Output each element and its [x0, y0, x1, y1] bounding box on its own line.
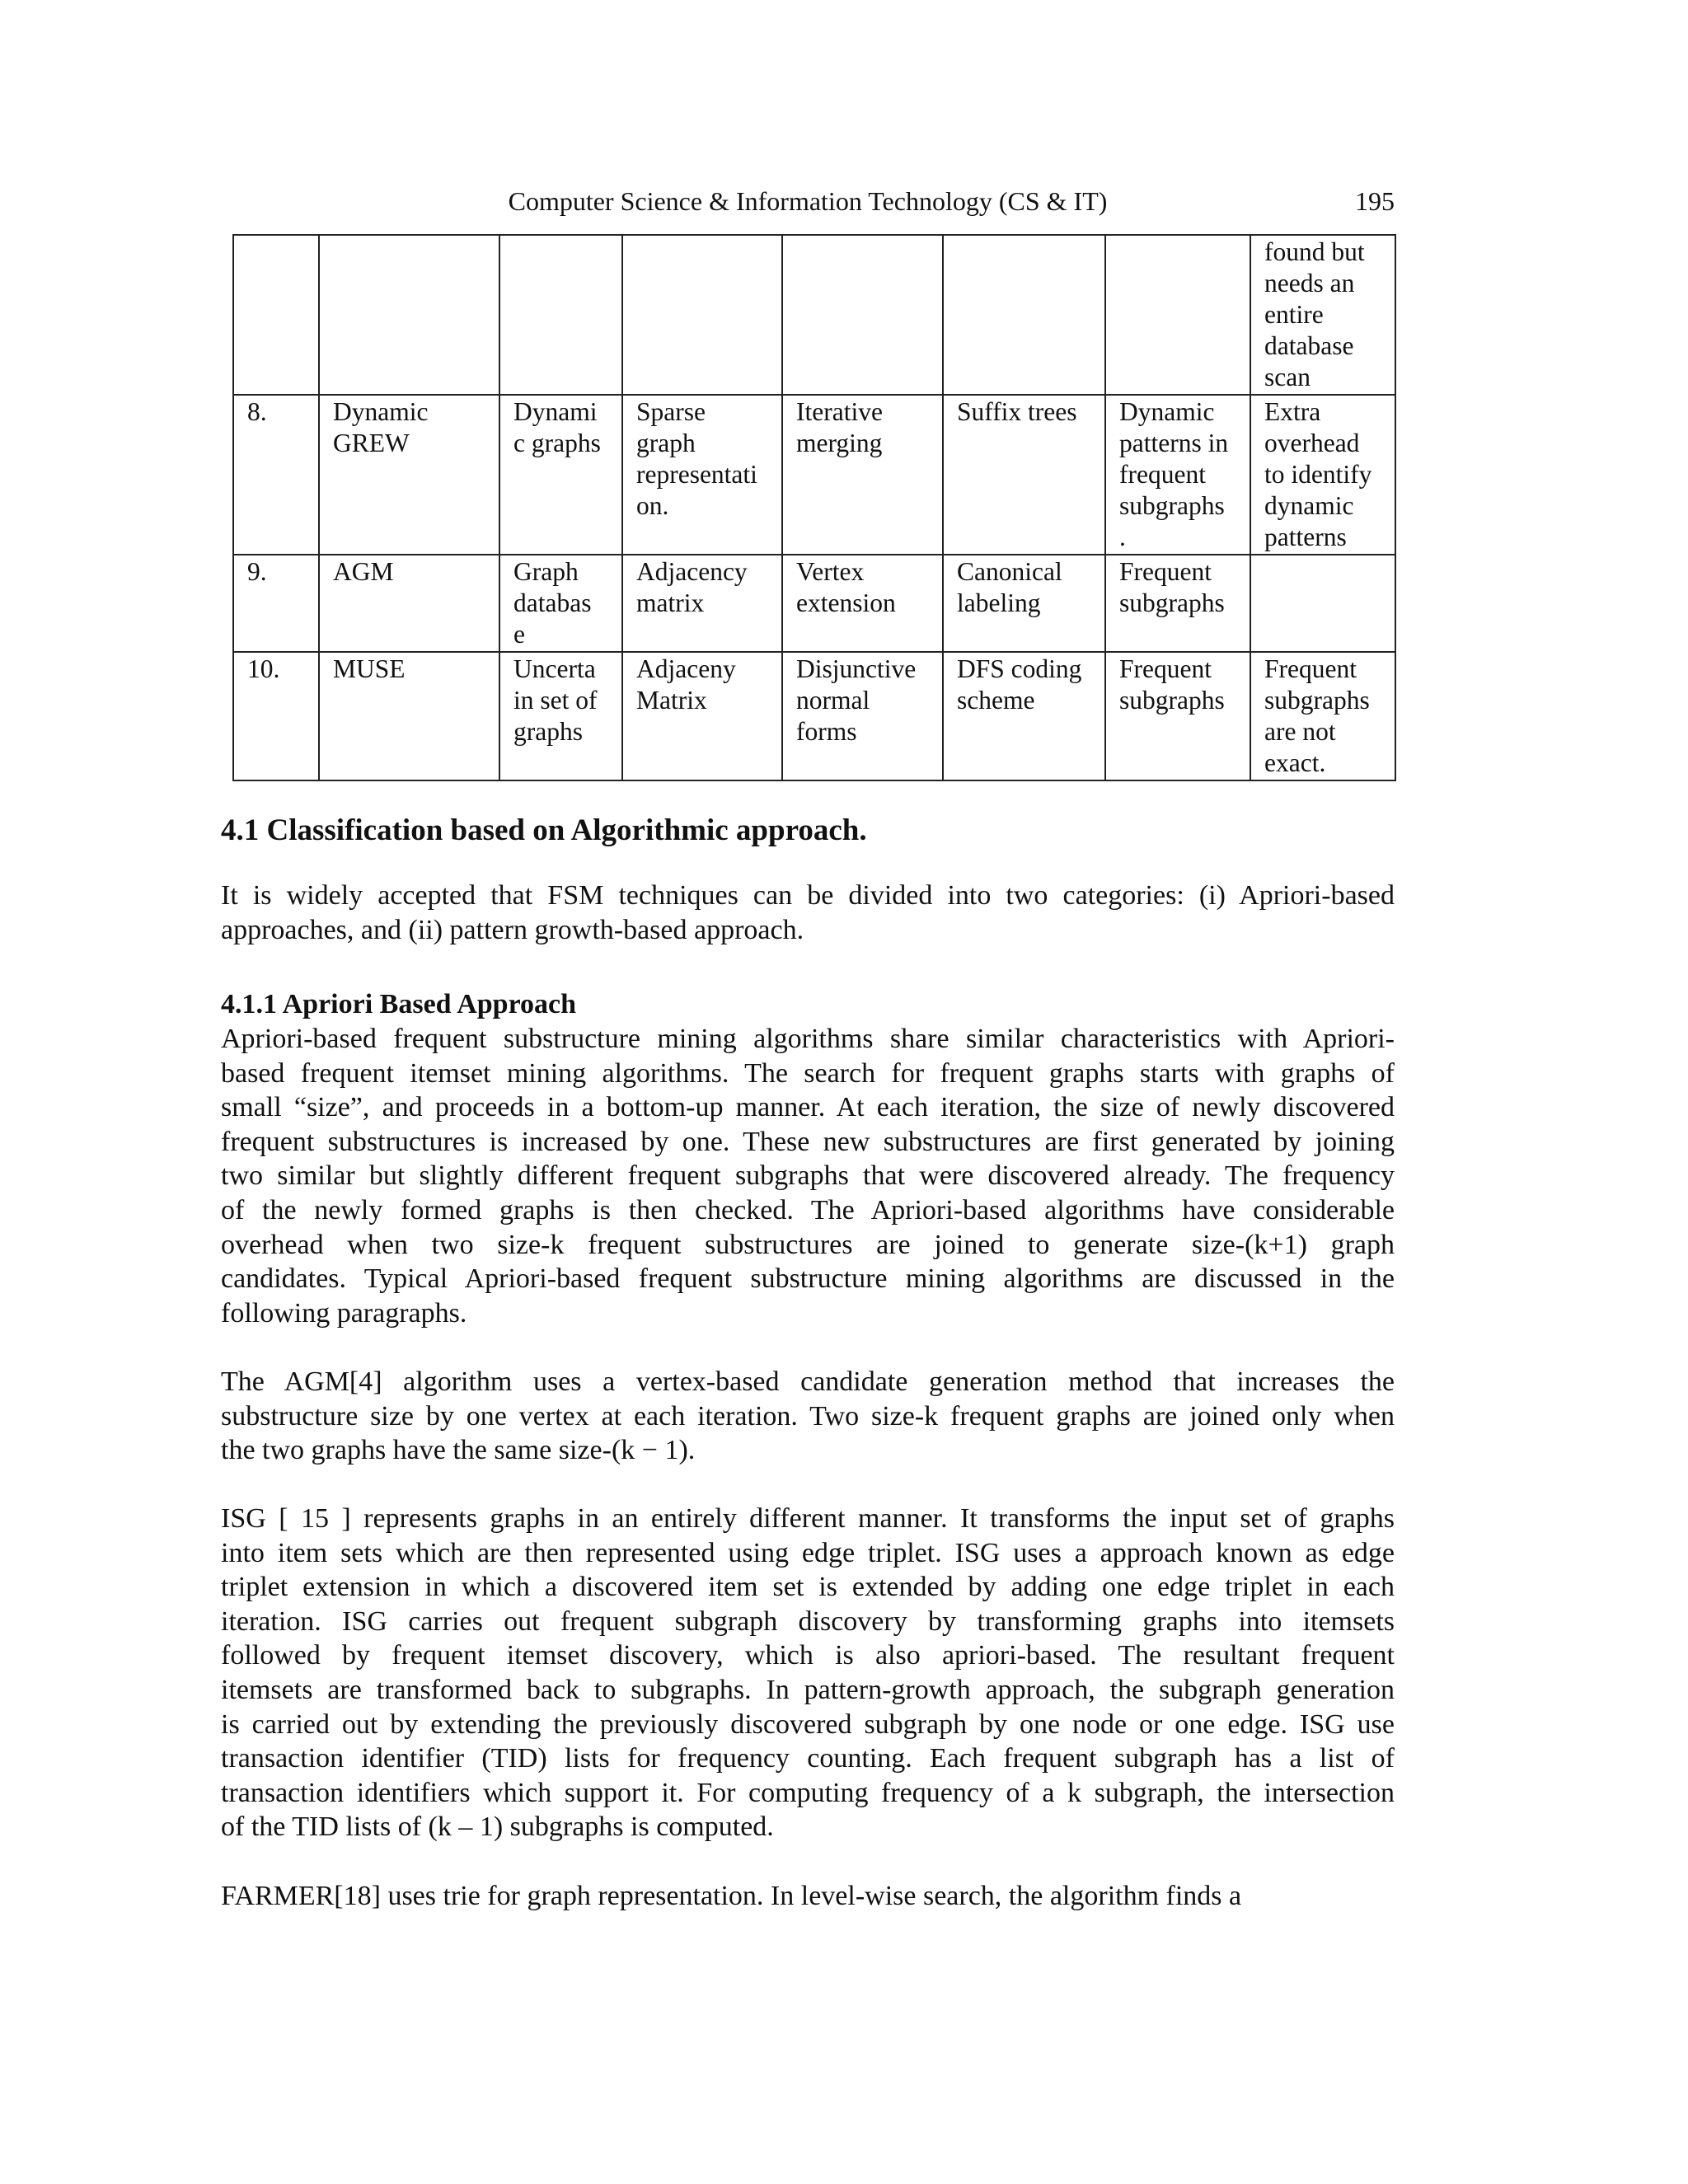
table-cell	[319, 555, 499, 652]
text-line: overhead when two size-k frequent substructures are joined to generate size-(k+1) graph	[221, 1229, 1395, 1260]
cell-text: are not	[1264, 717, 1336, 746]
table-cell	[622, 555, 782, 652]
text-line: substructure size by one vertex at each iteration. Two size-k frequent graphs are joined only when	[221, 1400, 1395, 1432]
apriori-paragraph	[221, 1022, 1395, 1330]
cell-text: .	[1119, 523, 1126, 551]
cell-text: Dynamic	[1119, 397, 1215, 426]
cell-text: Vertex	[796, 557, 865, 586]
running-header	[221, 183, 1395, 219]
cell-text: dynamic	[1264, 491, 1354, 520]
table-cell	[499, 235, 622, 395]
cell-text: needs an	[1264, 269, 1355, 298]
cell-text: database	[1264, 331, 1354, 360]
table-cell	[943, 652, 1105, 780]
cell-text: representati	[636, 460, 757, 489]
cell-text: patterns	[1264, 523, 1347, 551]
table-cell	[319, 235, 499, 395]
text-line: ISG [ 15 ] represents graphs in an entirely different manner. It transforms the input set of graphs	[221, 1503, 1395, 1534]
text-line: into item sets which are then represented using edge triplet. ISG uses a approach known as edge	[221, 1537, 1395, 1568]
table-cell	[1250, 555, 1395, 652]
table-body	[233, 235, 1395, 780]
text-line: frequent substructures is increased by one. These new substructures are first generated by joining	[221, 1126, 1395, 1157]
text-line: transaction identifiers which support it. For computing frequency of a k subgraph, the intersection	[221, 1777, 1395, 1808]
cell-text: GREW	[333, 429, 410, 457]
text-line: itemsets are transformed back to subgraphs. In pattern-growth approach, the subgraph generation	[221, 1674, 1395, 1705]
cell-text: Uncerta	[513, 654, 596, 683]
comparison-table	[232, 234, 1396, 781]
cell-text: Adjacency	[636, 557, 748, 586]
table-cell	[622, 235, 782, 395]
cell-text: Dynami	[513, 397, 598, 426]
page-number: 195	[1355, 186, 1395, 216]
table-cell	[1250, 652, 1395, 780]
table-cell	[1105, 235, 1250, 395]
cell-text: 10.	[247, 654, 280, 683]
table-cell	[943, 395, 1105, 555]
cell-text: patterns in	[1119, 429, 1229, 457]
cell-text: Adjaceny	[636, 654, 736, 683]
cell-text: on.	[636, 491, 669, 520]
table-row	[233, 652, 1395, 780]
table-cell	[233, 652, 319, 780]
cell-text: subgraphs	[1119, 588, 1225, 617]
text-line: two similar but slightly different frequent subgraphs that were discovered already. The frequency	[221, 1160, 1395, 1192]
cell-text: Iterative	[796, 397, 883, 426]
table-cell	[782, 395, 943, 555]
page	[221, 183, 1395, 1911]
cell-text: Disjunctive	[796, 654, 917, 683]
text-line: the two graphs have the same size-(k − 1).	[221, 1435, 696, 1466]
text-line: approaches, and (ii) pattern growth-based approach.	[221, 914, 804, 945]
subsection-heading: 4.1.1 Apriori Based Approach	[221, 989, 577, 1019]
table-cell	[233, 395, 319, 555]
table-cell	[499, 652, 622, 780]
cell-text: extension	[796, 588, 896, 617]
cell-text: AGM	[333, 557, 394, 586]
table-cell	[943, 235, 1105, 395]
table-cell	[233, 555, 319, 652]
cell-text: frequent	[1119, 460, 1206, 489]
cell-text: subgraphs	[1119, 491, 1225, 520]
cell-text: 8.	[247, 397, 267, 426]
table-cell	[499, 395, 622, 555]
cell-text: Matrix	[636, 686, 707, 715]
section-heading: 4.1 Classification based on Algorithmic approach.	[221, 813, 867, 847]
cell-text: to identify	[1264, 460, 1372, 489]
text-line: is carried out by extending the previously discovered subgraph by one node or one edge. ISG use	[221, 1708, 1395, 1740]
cell-text: e	[513, 620, 525, 649]
text-line: Apriori-based frequent substructure mining algorithms share similar characteristics with Apriori-	[221, 1024, 1395, 1054]
text-line: transaction identifier (TID) lists for frequency counting. Each frequent subgraph has a list of	[221, 1743, 1395, 1774]
table-cell	[1250, 395, 1395, 555]
cell-text: Canonical	[957, 557, 1062, 586]
text-line: triplet extension in which a discovered item set is extended by adding one edge triplet in each	[221, 1572, 1395, 1603]
cell-text: merging	[796, 429, 883, 457]
cell-text: Frequent	[1119, 654, 1212, 683]
cell-text: labeling	[957, 588, 1041, 617]
table-cell	[782, 235, 943, 395]
cell-text: forms	[796, 717, 857, 746]
cell-text: Dynamic	[333, 397, 429, 426]
cell-text: matrix	[636, 588, 705, 617]
cell-text: c graphs	[513, 429, 601, 457]
cell-text: DFS coding	[957, 654, 1082, 683]
table-row	[233, 395, 1395, 555]
table-cell	[782, 555, 943, 652]
text-line: of the TID lists of (k – 1) subgraphs is computed.	[221, 1811, 774, 1843]
table-cell	[1105, 555, 1250, 652]
cell-text: normal	[796, 686, 870, 715]
cell-text: MUSE	[333, 654, 406, 683]
text-line: FARMER[18] uses trie for graph representation. In level-wise search, the algorithm finds a	[221, 1881, 1242, 1911]
cell-text: Graph	[513, 557, 579, 586]
table-cell	[1105, 395, 1250, 555]
table-cell	[782, 652, 943, 780]
cell-text: found but	[1264, 237, 1365, 266]
table-cell	[319, 395, 499, 555]
text-line: based frequent itemset mining algorithms. The search for frequent graphs starts with graphs of	[221, 1057, 1395, 1089]
table-cell	[622, 395, 782, 555]
cell-text: Suffix trees	[957, 397, 1077, 426]
cell-text: exact.	[1264, 748, 1326, 777]
cell-text: overhead	[1264, 429, 1360, 457]
text-line: of the newly formed graphs is then checked. The Apriori-based algorithms have considerable	[221, 1194, 1395, 1226]
cell-text: subgraphs	[1119, 686, 1225, 715]
table-cell	[622, 652, 782, 780]
cell-text: graph	[636, 429, 696, 457]
cell-text: Frequent	[1119, 557, 1212, 586]
isg-paragraph	[221, 1502, 1395, 1844]
table-row	[233, 555, 1395, 652]
table-cell	[943, 555, 1105, 652]
text-line: It is widely accepted that FSM techniques can be divided into two categories: (i) Apriori-based	[221, 880, 1395, 911]
cell-text: Frequent	[1264, 654, 1357, 683]
text-line: small “size”, and proceeds in a bottom-up manner. At each iteration, the size of newly discovered	[221, 1092, 1395, 1123]
table-cell	[1250, 235, 1395, 395]
table-cell	[233, 235, 319, 395]
text-line: following paragraphs.	[221, 1297, 467, 1329]
table-cell	[499, 555, 622, 652]
cell-text: subgraphs	[1264, 686, 1370, 715]
text-line: The AGM[4] algorithm uses a vertex-based candidate generation method that increases the	[221, 1366, 1395, 1397]
farmer-paragraph	[221, 1879, 1395, 1914]
table-row	[233, 235, 1395, 395]
text-line: iteration. ISG carries out frequent subgraph discovery by transforming graphs into itemsets	[221, 1605, 1395, 1637]
intro-paragraph	[221, 879, 1395, 947]
journal-title: Computer Science & Information Technology (CS & IT)	[508, 186, 1108, 216]
cell-text: databas	[513, 588, 592, 617]
cell-text: entire	[1264, 300, 1324, 329]
table-cell	[1105, 652, 1250, 780]
cell-text: 9.	[247, 557, 267, 586]
text-line: followed by frequent itemset discovery, which is also apriori-based. The resultant frequent	[221, 1640, 1395, 1671]
cell-text: scheme	[957, 686, 1035, 715]
cell-text: in set of	[513, 686, 598, 715]
cell-text: scan	[1264, 363, 1311, 391]
table-cell	[319, 652, 499, 780]
text-line: candidates. Typical Apriori-based frequent substructure mining algorithms are discussed in the	[221, 1263, 1395, 1295]
cell-text: Extra	[1264, 397, 1321, 426]
cell-text: graphs	[513, 717, 583, 746]
cell-text: Sparse	[636, 397, 706, 426]
agm-paragraph	[221, 1365, 1395, 1468]
